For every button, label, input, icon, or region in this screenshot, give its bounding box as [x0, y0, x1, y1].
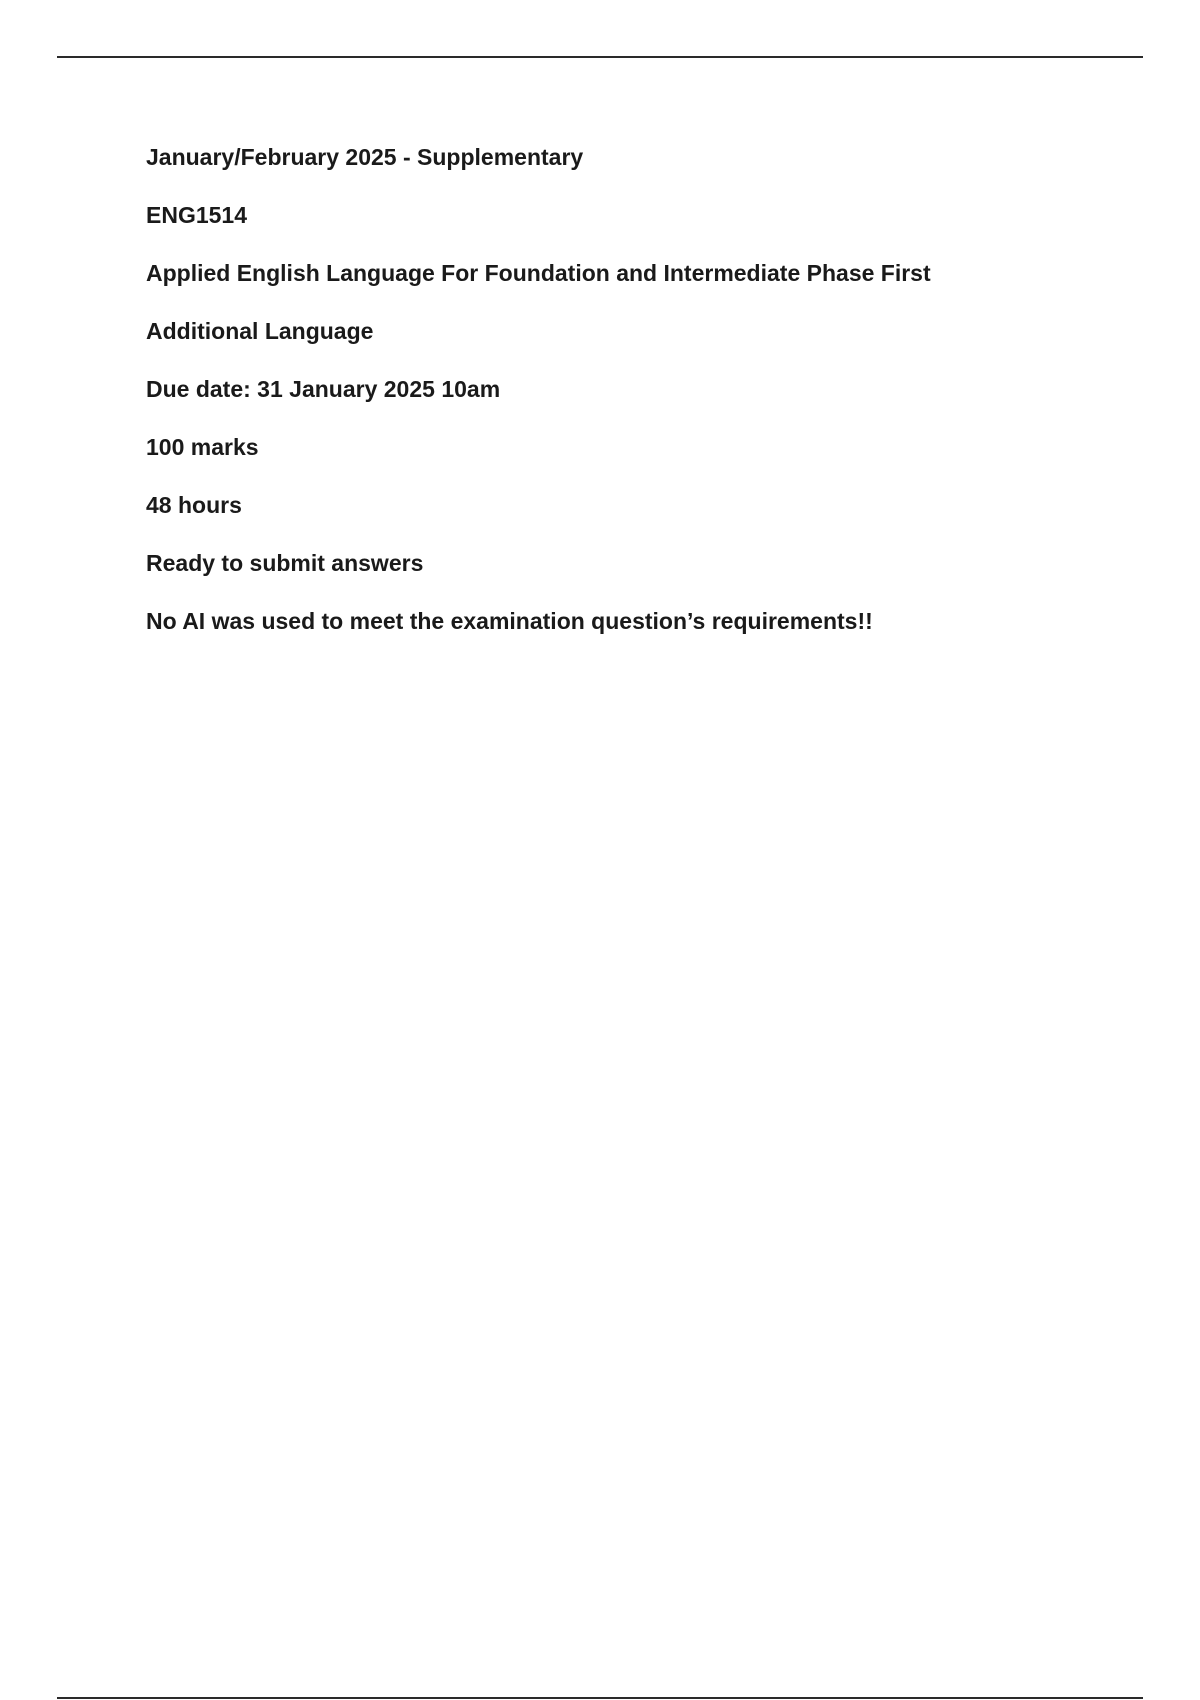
- duration: 48 hours: [146, 492, 242, 518]
- module-title-line-2: Additional Language: [146, 318, 374, 344]
- module-code: ENG1514: [146, 202, 248, 228]
- footer-rule: [57, 1697, 1143, 1699]
- ai-declaration: No AI was used to meet the examination question’s requirements!!: [146, 608, 873, 634]
- header-rule: [57, 56, 1143, 58]
- cover-info: [146, 143, 1106, 665]
- exam-period: January/February 2025 - Supplementary: [146, 144, 584, 170]
- module-title-line-1: Applied English Language For Foundation and Intermediate Phase First: [146, 260, 931, 286]
- total-marks: 100 marks: [146, 434, 259, 460]
- submission-status: Ready to submit answers: [146, 550, 424, 576]
- due-date: Due date: 31 January 2025 10am: [146, 376, 501, 402]
